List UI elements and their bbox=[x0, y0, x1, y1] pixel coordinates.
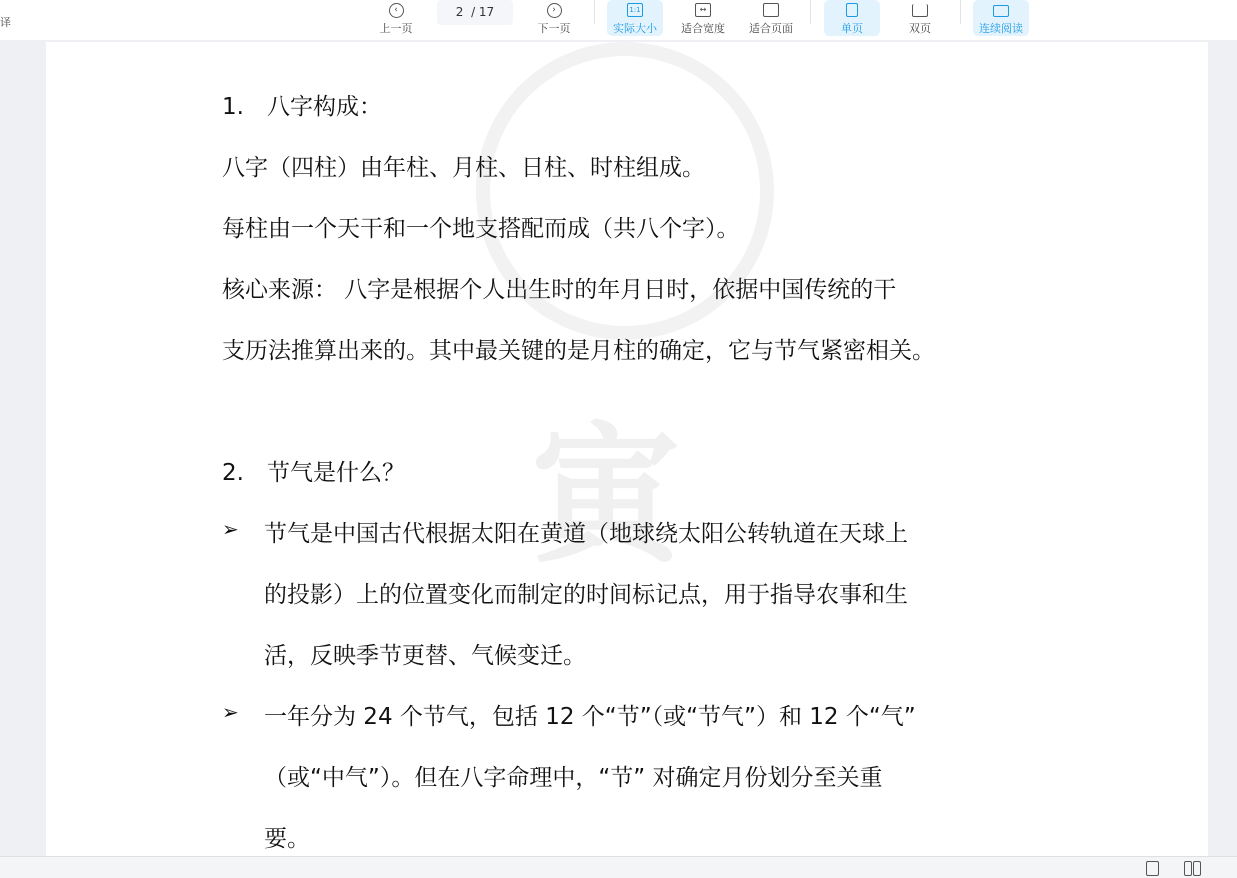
divider bbox=[810, 0, 811, 24]
document-page bbox=[46, 42, 1208, 856]
bullet-line: 要。 bbox=[264, 826, 310, 852]
bullet-line: 的投影）上的位置变化而制定的时间标记点，用于指导农事和生 bbox=[264, 582, 908, 608]
watermark: 寅 bbox=[530, 410, 681, 584]
continuous-read-button[interactable] bbox=[973, 0, 1029, 36]
double-page-view-icon-right[interactable] bbox=[1193, 861, 1201, 876]
bullet-line: 节气是中国古代根据太阳在黄道（地球绕太阳公转轨道在天球上 bbox=[264, 521, 908, 547]
current-page: 2 bbox=[455, 5, 464, 19]
prev-page-button[interactable] bbox=[370, 0, 422, 36]
chevron-left-icon: ‹ bbox=[389, 3, 404, 18]
single-page-label: 单页 bbox=[841, 22, 863, 35]
fit-page-icon bbox=[763, 3, 779, 17]
status-bar bbox=[0, 856, 1237, 878]
double-page-icon bbox=[912, 4, 928, 17]
double-page-label: 双页 bbox=[909, 22, 931, 35]
paragraph-line: 核心来源： 八字是根据个人出生时的年月日时，依据中国传统的干 bbox=[222, 277, 897, 303]
actual-size-icon: 1:1 bbox=[627, 3, 643, 17]
fit-page-label: 适合页面 bbox=[749, 22, 793, 35]
chevron-right-icon: › bbox=[547, 3, 562, 18]
toolbar bbox=[0, 0, 1237, 40]
single-page-button[interactable] bbox=[824, 0, 880, 36]
page-number-input[interactable] bbox=[437, 0, 513, 25]
fit-width-button[interactable] bbox=[674, 0, 732, 36]
fit-page-button[interactable] bbox=[742, 0, 800, 36]
actual-size-button[interactable] bbox=[607, 0, 663, 36]
bullet-line: 一年分为 24 个节气，包括 12 个“节”（或“节气”）和 12 个“气” bbox=[264, 704, 916, 730]
divider bbox=[960, 0, 961, 24]
heading-2: 2. 节气是什么？ bbox=[222, 460, 405, 486]
translate-label[interactable]: 译 bbox=[0, 16, 11, 29]
heading-1: 1. 八字构成： bbox=[222, 94, 382, 120]
divider bbox=[594, 0, 595, 24]
fit-width-icon: ↔ bbox=[695, 3, 711, 17]
bullet-arrow-icon: ➢ bbox=[222, 517, 239, 541]
total-pages: / 17 bbox=[471, 5, 495, 19]
bullet-line: （或“中气”）。但在八字命理中，“节” 对确定月份划分至关重 bbox=[264, 765, 883, 791]
continuous-icon bbox=[993, 5, 1009, 17]
next-page-label: 下一页 bbox=[537, 22, 571, 35]
next-page-button[interactable] bbox=[528, 0, 580, 36]
fit-width-label: 适合宽度 bbox=[681, 22, 725, 35]
single-page-icon bbox=[846, 3, 858, 17]
continuous-label: 连续阅读 bbox=[979, 22, 1023, 35]
bullet-line: 活，反映季节更替、气候变迁。 bbox=[264, 643, 586, 669]
paragraph-line: 支历法推算出来的。其中最关键的是月柱的确定，它与节气紧密相关。 bbox=[222, 338, 935, 364]
single-page-view-icon[interactable] bbox=[1146, 861, 1159, 876]
double-page-view-icon[interactable] bbox=[1184, 861, 1192, 876]
paragraph-line: 八字（四柱）由年柱、月柱、日柱、时柱组成。 bbox=[222, 155, 705, 181]
actual-size-label: 实际大小 bbox=[613, 22, 657, 35]
double-page-button[interactable] bbox=[892, 0, 948, 36]
bullet-arrow-icon: ➢ bbox=[222, 700, 239, 724]
prev-page-label: 上一页 bbox=[379, 22, 413, 35]
paragraph-line: 每柱由一个天干和一个地支搭配而成（共八个字）。 bbox=[222, 216, 740, 242]
